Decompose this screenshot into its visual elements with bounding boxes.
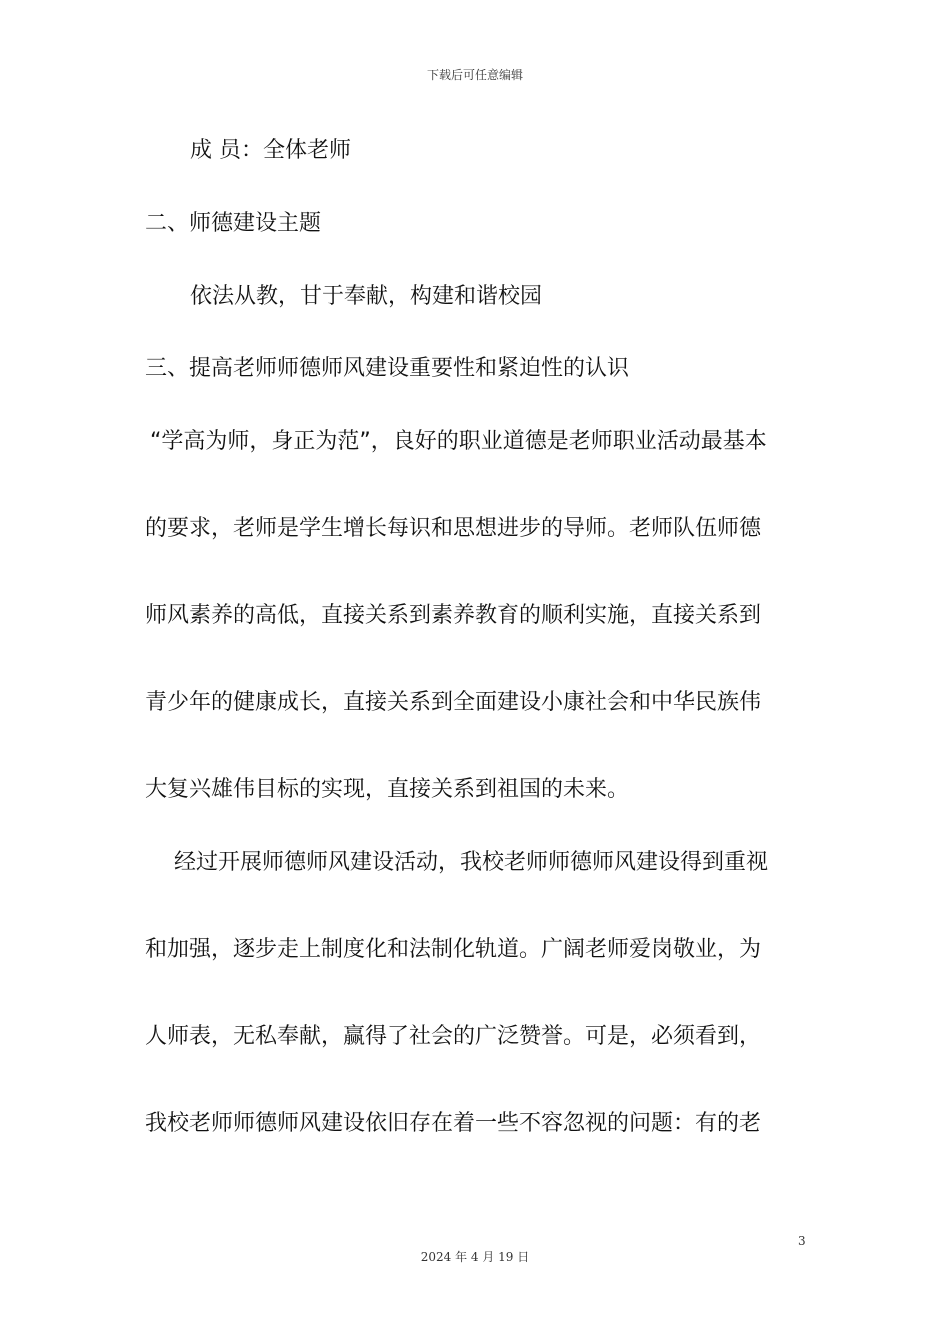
para1-line: 青少年的健康成长，直接关系到全面建设小康社会和中华民族伟	[145, 690, 762, 715]
para2-line: 和加强，逐步走上制度化和法制化轨道。广阔老师爱岗敬业，为	[145, 937, 762, 962]
section2-heading: 二、师德建设主题	[145, 211, 322, 236]
page-number: 3	[798, 1234, 806, 1248]
para2-line: 人师表，无私奉献，赢得了社会的广泛赞誉。可是，必须看到，	[145, 1024, 762, 1049]
section2-text: 依法从教，甘于奉献，构建和谐校园	[190, 284, 543, 309]
para1-line: 大复兴雄伟目标的实现，直接关系到祖国的未来。	[145, 777, 630, 802]
members-line: 成 员：全体老师	[190, 138, 351, 163]
header-note: 下载后可任意编辑	[426, 68, 523, 82]
para2-line: 我校老师师德师风建设依旧存在着一些不容忽视的问题：有的老	[145, 1111, 762, 1136]
footer-date: 2024 年 4 月 19 日	[420, 1250, 530, 1264]
para1-line: “学高为师，身正为范”，良好的职业道德是老师职业活动最基本	[150, 429, 767, 454]
para1-line: 的要求，老师是学生增长每识和思想进步的导师。老师队伍师德	[145, 516, 762, 541]
para1-line: 师风素养的高低，直接关系到素养教育的顺利实施，直接关系到	[145, 603, 762, 628]
para2-line: 经过开展师德师风建设活动，我校老师师德师风建设得到重视	[174, 850, 769, 875]
section3-heading: 三、提高老师师德师风建设重要性和紧迫性的认识	[145, 356, 630, 381]
